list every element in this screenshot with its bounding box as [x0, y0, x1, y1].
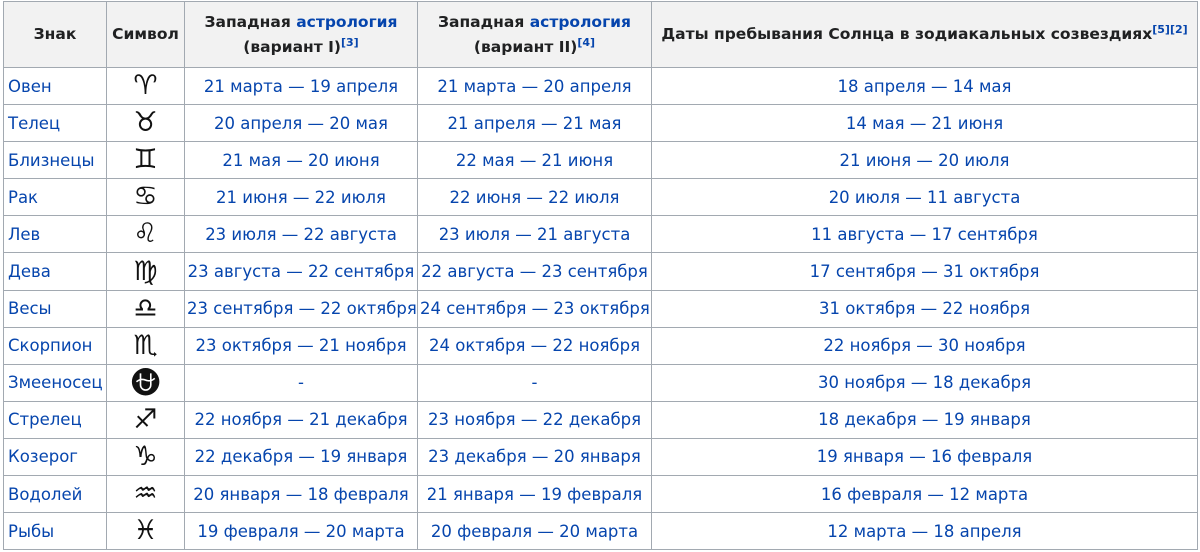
- header-v1-variant: (вариант I): [243, 37, 341, 56]
- sign-name-link[interactable]: Змееносец: [4, 364, 107, 401]
- symbol-cell: [107, 364, 185, 401]
- header-v1-prefix: Западная: [204, 12, 291, 31]
- dates-v2[interactable]: 20 февраля — 20 марта: [418, 513, 652, 550]
- sign-name-link[interactable]: Овен: [4, 68, 107, 105]
- table-row: [4, 401, 1198, 438]
- table-row: [4, 476, 1198, 513]
- dates-v2[interactable]: 23 июля — 21 августа: [418, 216, 652, 253]
- astrology-link-v1[interactable]: астрология: [296, 12, 398, 31]
- symbol-cell: [107, 253, 185, 290]
- header-v2-variant: (вариант II): [473, 37, 578, 56]
- leo-icon: ♌︎: [133, 218, 158, 250]
- dates-v1[interactable]: 19 февраля — 20 марта: [185, 513, 418, 550]
- dates-v2[interactable]: 21 марта — 20 апреля: [418, 68, 652, 105]
- dates-v1[interactable]: 22 ноября — 21 декабря: [185, 401, 418, 438]
- header-western-v2: [418, 2, 652, 68]
- libra-icon: ♎︎: [133, 292, 158, 324]
- header-row: [4, 2, 1198, 68]
- header-symbol: [107, 2, 185, 68]
- dates-constellation[interactable]: 18 апреля — 14 мая: [652, 68, 1198, 105]
- sign-name-link[interactable]: Стрелец: [4, 401, 107, 438]
- dates-constellation[interactable]: 31 октября — 22 ноября: [652, 290, 1198, 327]
- sign-name-link[interactable]: Скорпион: [4, 327, 107, 364]
- sign-name-link[interactable]: Близнецы: [4, 142, 107, 179]
- sign-name-link[interactable]: Рыбы: [4, 513, 107, 550]
- symbol-cell: [107, 68, 185, 105]
- dates-v1[interactable]: 20 апреля — 20 мая: [185, 105, 418, 142]
- sign-name-link[interactable]: Лев: [4, 216, 107, 253]
- symbol-cell: [107, 179, 185, 216]
- symbol-cell: [107, 476, 185, 513]
- header-constellation: [652, 2, 1198, 68]
- dates-constellation[interactable]: 30 ноября — 18 декабря: [652, 364, 1198, 401]
- table-row: [4, 142, 1198, 179]
- dates-v1[interactable]: 23 июля — 22 августа: [185, 216, 418, 253]
- symbol-cell: [107, 438, 185, 475]
- ophiuchus-icon: ⛎︎: [128, 366, 163, 398]
- astrology-link-v2[interactable]: астрология: [529, 12, 631, 31]
- ref-link-4[interactable]: [4]: [577, 35, 596, 49]
- header-sign: [4, 2, 107, 68]
- pisces-icon: ♓︎: [133, 515, 158, 547]
- ref-link-3[interactable]: [3]: [341, 35, 359, 49]
- table-row: [4, 438, 1198, 475]
- gemini-icon: ♊︎: [133, 144, 158, 176]
- dates-v1[interactable]: 21 июня — 22 июля: [185, 179, 418, 216]
- ref-link-5-2[interactable]: [5][2]: [1152, 22, 1188, 36]
- dates-v1[interactable]: 21 мая — 20 июня: [185, 142, 418, 179]
- symbol-cell: [107, 327, 185, 364]
- table-row: [4, 179, 1198, 216]
- dates-constellation[interactable]: 18 декабря — 19 января: [652, 401, 1198, 438]
- dates-v2[interactable]: 23 ноября — 22 декабря: [418, 401, 652, 438]
- symbol-cell: [107, 290, 185, 327]
- symbol-cell: [107, 105, 185, 142]
- dates-v1[interactable]: 23 сентября — 22 октября: [185, 290, 418, 327]
- dates-constellation[interactable]: 16 февраля — 12 марта: [652, 476, 1198, 513]
- aries-icon: ♈︎: [133, 70, 158, 102]
- dates-v2[interactable]: 22 июня — 22 июля: [418, 179, 652, 216]
- cancer-icon: ♋︎: [133, 181, 158, 213]
- dates-v2[interactable]: 24 сентября — 23 октября: [418, 290, 652, 327]
- dates-constellation[interactable]: 22 ноября — 30 ноября: [652, 327, 1198, 364]
- dates-constellation[interactable]: 14 мая — 21 июня: [652, 105, 1198, 142]
- table-row: [4, 105, 1198, 142]
- header-western-v1: [185, 2, 418, 68]
- aquarius-icon: ♒︎: [133, 478, 158, 510]
- dates-v2[interactable]: 22 августа — 23 сентября: [418, 253, 652, 290]
- dates-v2[interactable]: 21 января — 19 февраля: [418, 476, 652, 513]
- dates-v2[interactable]: 22 мая — 21 июня: [418, 142, 652, 179]
- header-v2-prefix: Западная: [438, 12, 525, 31]
- symbol-cell: [107, 401, 185, 438]
- dates-v1[interactable]: 22 декабря — 19 января: [185, 438, 418, 475]
- virgo-icon: ♍︎: [133, 255, 158, 287]
- table-row: [4, 68, 1198, 105]
- table-row: [4, 216, 1198, 253]
- table-body: [4, 68, 1198, 550]
- dates-v1[interactable]: 23 октября — 21 ноября: [185, 327, 418, 364]
- sagittarius-icon: ♐︎: [133, 403, 158, 435]
- table-row: [4, 513, 1198, 550]
- dates-v1[interactable]: 20 января — 18 февраля: [185, 476, 418, 513]
- dates-v2: -: [418, 364, 652, 401]
- header-sign-label: Знак: [33, 25, 77, 43]
- symbol-cell: [107, 142, 185, 179]
- sign-name-link[interactable]: Телец: [4, 105, 107, 142]
- dates-v2[interactable]: 24 октября — 22 ноября: [418, 327, 652, 364]
- sign-name-link[interactable]: Водолей: [4, 476, 107, 513]
- table-row: [4, 364, 1198, 401]
- dates-v1[interactable]: 23 августа — 22 сентября: [185, 253, 418, 290]
- sign-name-link[interactable]: Козерог: [4, 438, 107, 475]
- header-symbol-label: Символ: [112, 25, 179, 43]
- table-row: [4, 253, 1198, 290]
- dates-constellation[interactable]: 11 августа — 17 сентября: [652, 216, 1198, 253]
- sign-name-link[interactable]: Дева: [4, 253, 107, 290]
- dates-constellation[interactable]: 19 января — 16 февраля: [652, 438, 1198, 475]
- dates-constellation[interactable]: 20 июля — 11 августа: [652, 179, 1198, 216]
- dates-v1: -: [185, 364, 418, 401]
- dates-constellation[interactable]: 21 июня — 20 июля: [652, 142, 1198, 179]
- sign-name-link[interactable]: Рак: [4, 179, 107, 216]
- dates-v1[interactable]: 21 марта — 19 апреля: [185, 68, 418, 105]
- dates-constellation[interactable]: 17 сентября — 31 октября: [652, 253, 1198, 290]
- dates-constellation[interactable]: 12 марта — 18 апреля: [652, 513, 1198, 550]
- taurus-icon: ♉︎: [133, 107, 158, 139]
- zodiac-dates-table: [3, 1, 1198, 550]
- symbol-cell: [107, 513, 185, 550]
- dates-v2[interactable]: 23 декабря — 20 января: [418, 438, 652, 475]
- scorpio-icon: ♏︎: [133, 329, 158, 361]
- symbol-cell: [107, 216, 185, 253]
- table-row: [4, 327, 1198, 364]
- capricorn-icon: ♑︎: [133, 440, 158, 472]
- sign-name-link[interactable]: Весы: [4, 290, 107, 327]
- header-constellation-label: Даты пребывания Солнца в зодиакальных созвездиях: [661, 25, 1153, 43]
- table-row: [4, 290, 1198, 327]
- dates-v2[interactable]: 21 апреля — 21 мая: [418, 105, 652, 142]
